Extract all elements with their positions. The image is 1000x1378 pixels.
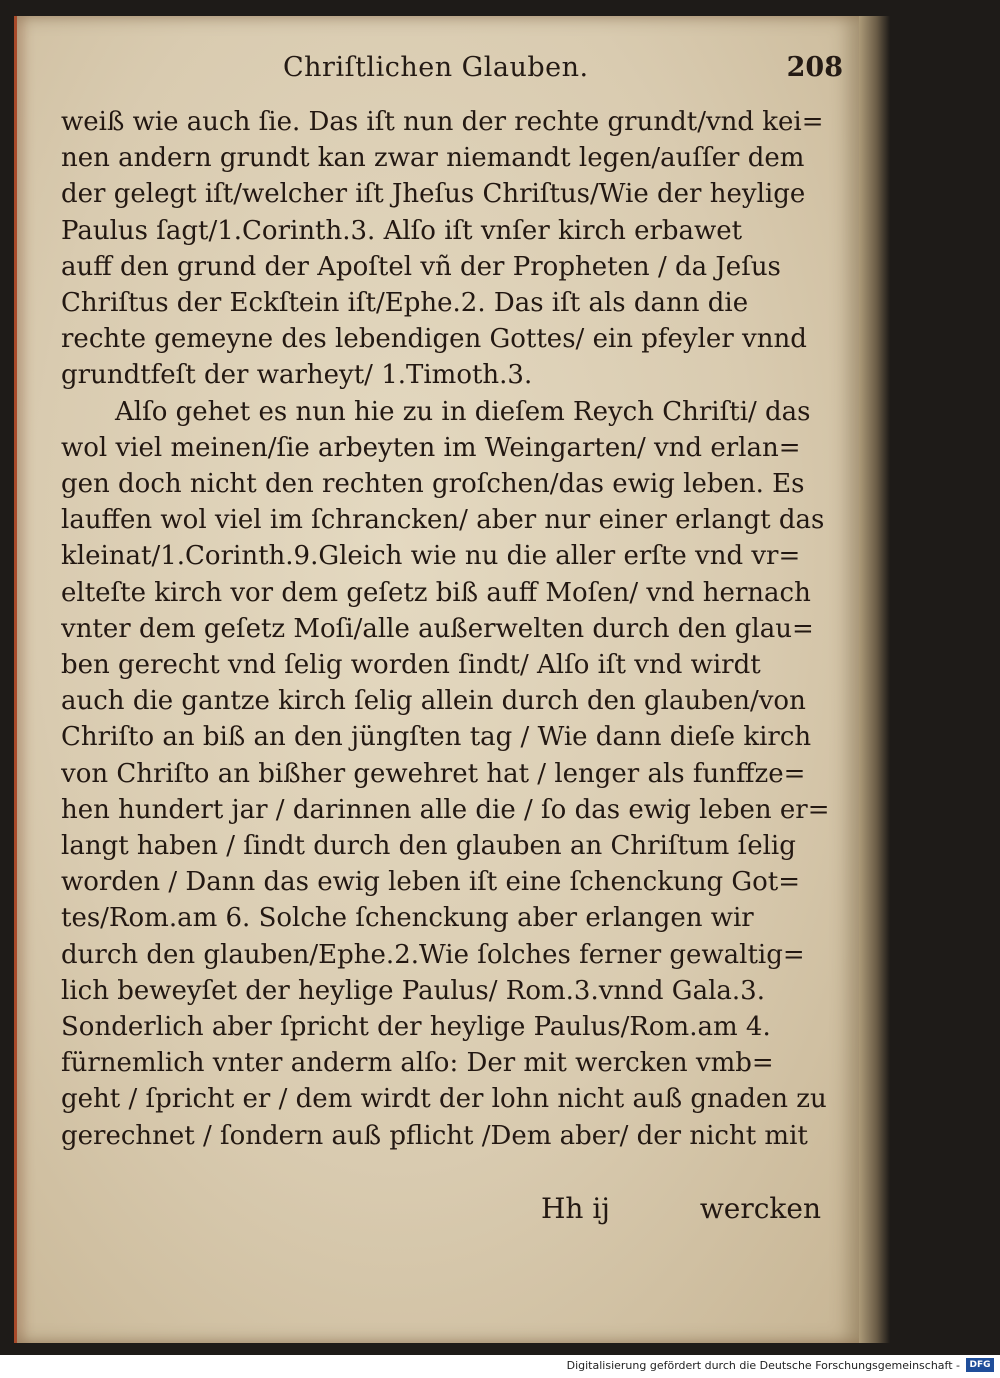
text-line: vnter dem geſetz Moſi/alle außerwelten durch den glau= (61, 613, 814, 644)
running-title: Chriſtlichen Glauben. (283, 52, 589, 83)
text-line: Chriſto an biß an den jüngſten tag / Wie dann dieſe kirch (61, 722, 812, 753)
body-text (61, 104, 831, 1184)
text-line: Chriſtus der Eckſtein iſt/Ephe.2. Das iſt als dann die (61, 288, 749, 319)
text-line: elteſte kirch vor dem geſetz biß auff Moſen/ vnd hernach (61, 577, 811, 608)
folio-number: 208 (786, 52, 843, 83)
text-line: gen doch nicht den rechten groſchen/das ewig leben. Es (61, 469, 805, 500)
text-line: langt haben / ſindt durch den glauben an Chriſtum ſelig (61, 831, 796, 862)
text-line: von Chriſto an bißher gewehret hat / lenger als funffze= (61, 758, 806, 789)
text-line: der gelegt iſt/welcher iſt Jheſus Chriſtus/Wie der heylige (61, 179, 806, 210)
text-line: Sonderlich aber ſpricht der heylige Paulus/Rom.am 4. (61, 1012, 771, 1043)
text-line: gerechnet / ſondern auß pflicht /Dem aber/ der nicht mit (61, 1120, 808, 1151)
text-line: ben gerecht vnd ſelig worden ſindt/ Alſo iſt vnd wirdt (61, 650, 761, 681)
book-page (14, 16, 859, 1343)
page-edge-shadow (856, 16, 890, 1343)
signature-mark: Hh ij (541, 1192, 610, 1225)
text-line: geht / ſpricht er / dem wirdt der lohn nicht auß gnaden zu (61, 1084, 827, 1115)
funding-credit: Digitalisierung gefördert durch die Deutsche Forschungsgemeinschaft - (566, 1359, 960, 1372)
dfg-logo: DFG (966, 1358, 994, 1372)
footer-bar (0, 1355, 1000, 1378)
text-line: grundtfeſt der warheyt/ 1.Timoth.3. (61, 360, 533, 391)
text-line: fürnemlich vnter anderm alſo: Der mit wercken vmb= (61, 1048, 774, 1079)
text-line: auff den grund der Apoſtel vñ der Propheten / da Jeſus (61, 251, 781, 282)
text-line: tes/Rom.am 6. Solche ſchenckung aber erlangen wir (61, 903, 754, 934)
text-line: weiß wie auch ſie. Das iſt nun der rechte grundt/vnd kei= (61, 107, 824, 137)
text-line: wol viel meinen/ſie arbeyten im Weingarten/ vnd erlan= (61, 432, 801, 463)
signature-row (61, 1192, 831, 1232)
page-header (243, 52, 843, 92)
text-line: lauffen wol viel im ſchrancken/ aber nur einer erlangt das (61, 505, 825, 536)
text-line-paragraph-start: Alſo gehet es nun hie zu in dieſem Reych Chriſti/ das (115, 396, 811, 427)
catchword: wercken (699, 1192, 821, 1225)
text-line: kleinat/1.Corinth.9.Gleich wie nu die aller erſte vnd vr= (61, 541, 801, 572)
text-line: worden / Dann das ewig leben iſt eine ſchenckung Got= (61, 867, 801, 898)
text-line: durch den glauben/Ephe.2.Wie ſolches ferner gewaltig= (61, 939, 805, 970)
text-line: hen hundert jar / darinnen alle die / ſo das ewig leben er= (61, 794, 830, 825)
text-line: auch die gantze kirch ſelig allein durch den glauben/von (61, 686, 806, 717)
text-line: nen andern grundt kan zwar niemandt legen/auſſer dem (61, 143, 805, 174)
text-line: Paulus ſagt/1.Corinth.3. Alſo iſt vnſer kirch erbawet (61, 215, 743, 246)
text-line: rechte gemeyne des lebendigen Gottes/ ein pfeyler vnnd (61, 324, 807, 355)
text-line: lich beweyſet der heylige Paulus/ Rom.3.vnnd Gala.3. (61, 975, 765, 1006)
